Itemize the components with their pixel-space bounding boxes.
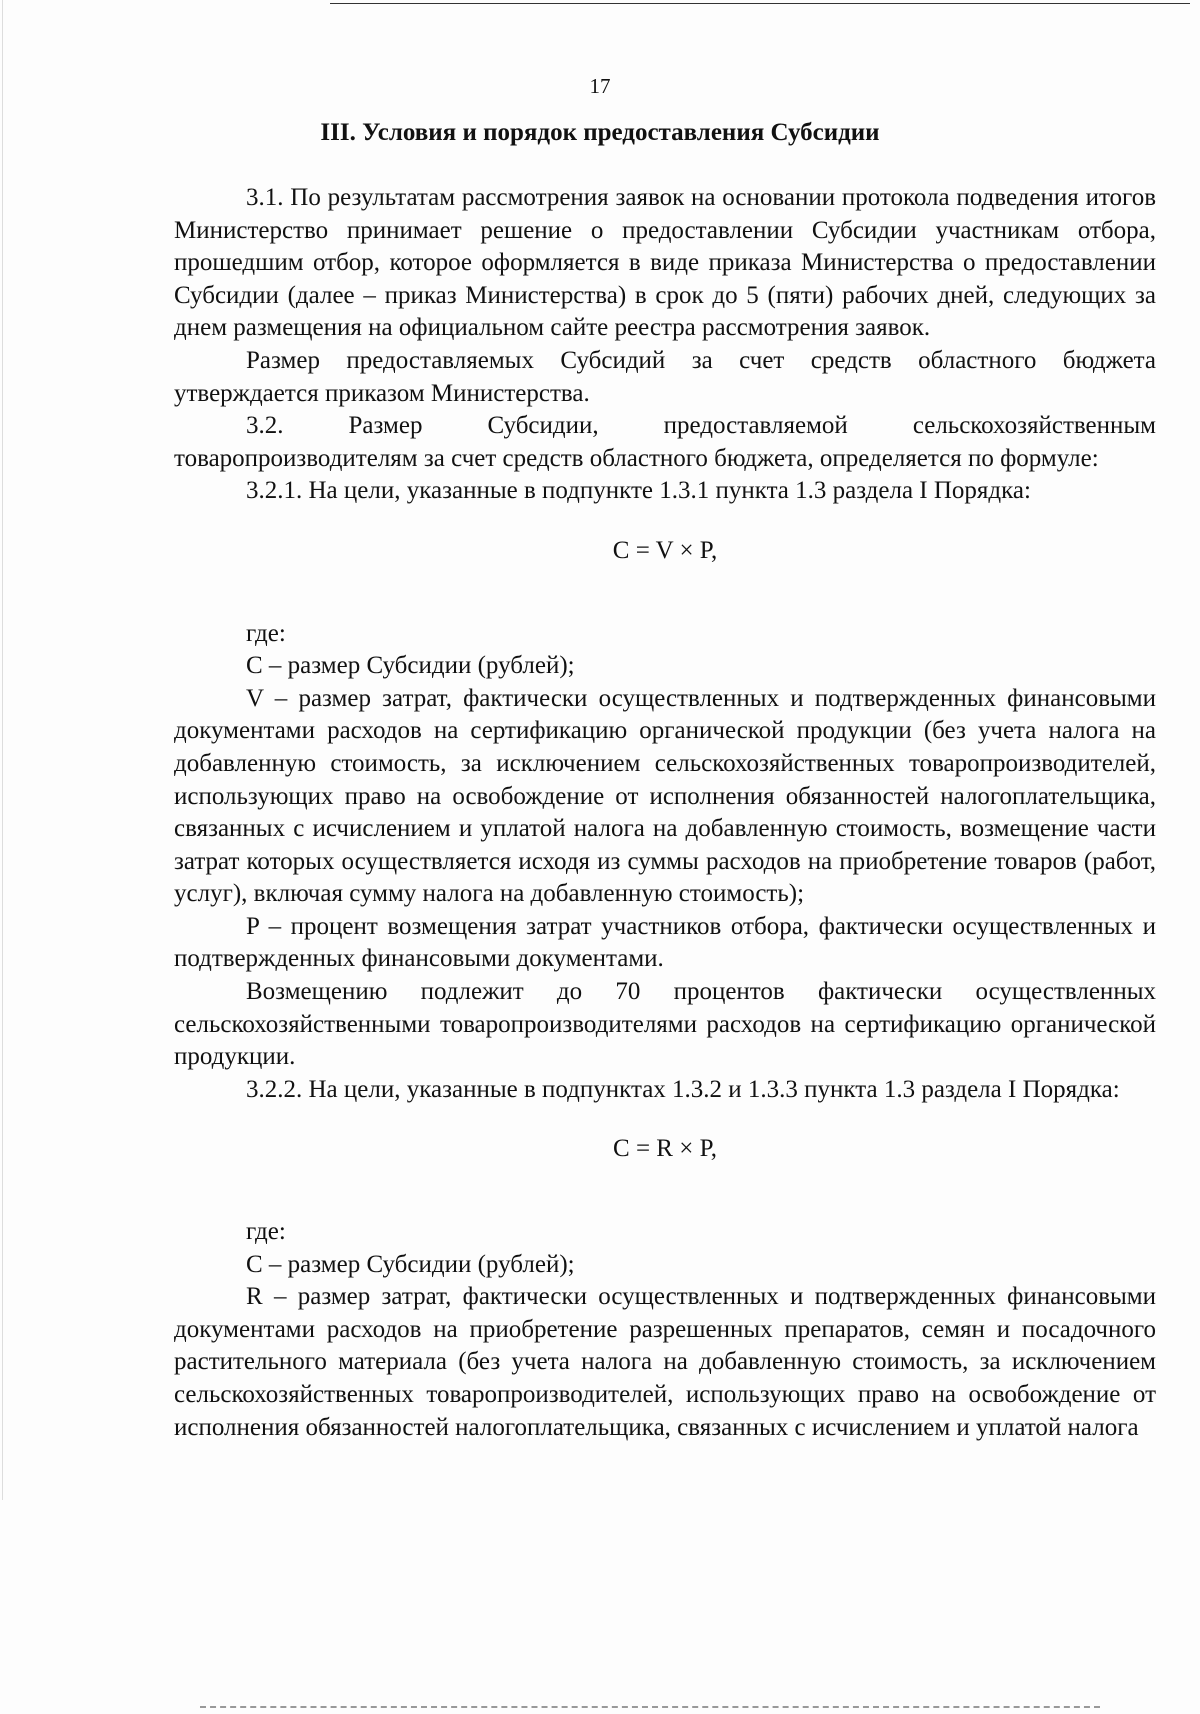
definition-p: P – процент возмещения затрат участников отбора, фактически осуществленных и подтвержденных финансовыми документами. [174, 912, 1156, 973]
document-body [174, 182, 1156, 1444]
page-number: 17 [589, 74, 611, 98]
definition-v: V – размер затрат, фактически осуществленных и подтвержденных финансовыми документами расходов на сертификацию органической продукции (без учета налога на добавленную стоимость, за исключением сельскохозяйственных товаропроизводителей, использующих право на освобождение от исполнения обязанностей налогоплательщика, связанных с исчислением и уплатой налога на добавленную стоимость, возмещение части затрат которых осуществляется исходя из суммы расходов на приобретение товаров (работ, услуг), включая сумму налога на добавленную стоимость); [174, 684, 1156, 908]
paragraph-3-2: 3.2. Размер Субсидии, предоставляемой сельскохозяйственным товаропроизводителям за счет средств областного бюджета, определяется по формуле: [174, 412, 1156, 472]
scan-artifact-bottom [200, 1706, 1100, 1708]
where-label-2: где: [246, 1218, 286, 1246]
scan-artifact-top [330, 3, 1190, 4]
definition-c-1: C – размер Субсидии (рублей); [246, 652, 575, 680]
definition-r: R – размер затрат, фактически осуществленных и подтвержденных финансовыми документами расходов на приобретение разрешенных препаратов, семян и посадочного растительного материала (без учета налога на добавленную стоимость, за исключением сельскохозяйственных товаропроизводителей, использующих право на освобождение от исполнения обязанностей налогоплательщика, связанных с исчислением и уплатой налога [174, 1283, 1156, 1441]
where-label-1: где: [246, 619, 286, 647]
formula-2: C = R × P, [613, 1135, 717, 1163]
section-heading: III. Условия и порядок предоставления Субсидии [320, 119, 880, 146]
scan-artifact-left [2, 0, 3, 1500]
paragraph-3-1: 3.1. По результатам рассмотрения заявок на основании протокола подведения итогов Министерство принимает решение о предоставлении Субсидии участникам отбора, прошедшим отбор, которое оформляется в виде приказа Министерства о предоставлении Субсидии (далее – приказ Министерства) в срок до 5 (пяти) рабочих дней, следующих за днем размещения на официальном сайте реестра рассмотрения заявок. [174, 184, 1156, 342]
paragraph-3-2-1: 3.2.1. На цели, указанные в подпункте 1.3.1 пункта 1.3 раздела I Порядка: [246, 477, 1031, 505]
paragraph-subsidy-size: Размер предоставляемых Субсидий за счет средств областного бюджета утверждается приказом Министерства. [174, 346, 1156, 407]
paragraph-3-2-2: 3.2.2. На цели, указанные в подпунктах 1.3.2 и 1.3.3 пункта 1.3 раздела I Порядка: [246, 1075, 1120, 1103]
paragraph-reimbursement: Возмещению подлежит до 70 процентов фактически осуществленных сельскохозяйственными товаропроизводителями расходов на сертификацию органической продукции. [174, 978, 1156, 1071]
formula-1: C = V × P, [612, 536, 718, 564]
definition-c-2: C – размер Субсидии (рублей); [246, 1250, 575, 1278]
